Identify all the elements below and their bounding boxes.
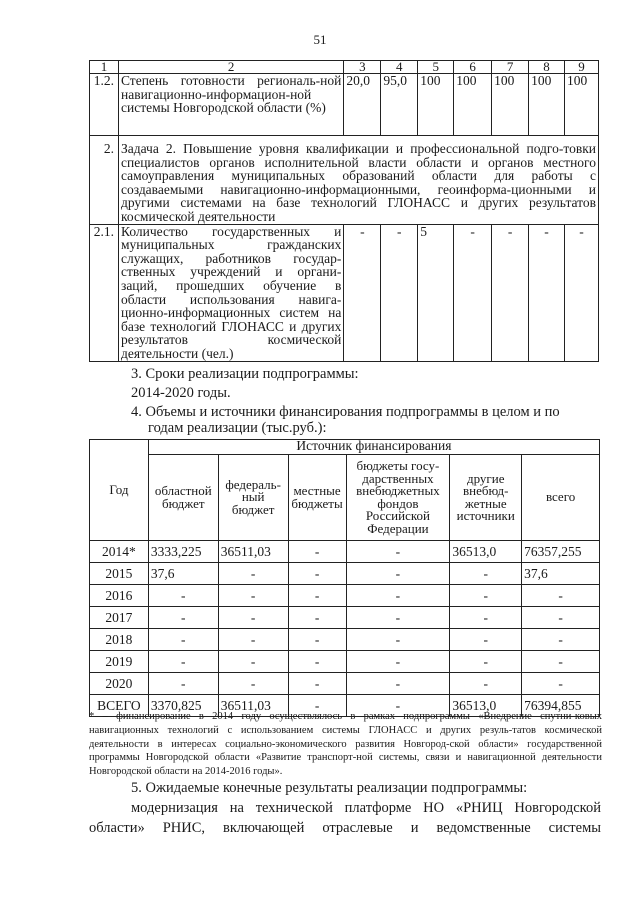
finance-cell: - <box>148 651 218 673</box>
finance-cell: - <box>450 651 522 673</box>
table-row <box>90 607 600 629</box>
finance-cell: 36511,03 <box>218 541 288 563</box>
finance-cell: - <box>288 629 346 651</box>
finance-cell: 36511,03 <box>218 695 288 717</box>
finance-cell: - <box>288 695 346 717</box>
value-cell: - <box>492 224 529 361</box>
finance-cell: - <box>522 673 600 695</box>
value-cell: - <box>529 224 565 361</box>
finance-cell: - <box>450 673 522 695</box>
finance-cell: - <box>522 585 600 607</box>
finance-cell: - <box>522 607 600 629</box>
year-cell: 2016 <box>90 585 149 607</box>
section-3-title: 3. Сроки реализации подпрограммы: <box>131 366 359 382</box>
section-5-title: 5. Ожидаемые конечные результаты реализации подпрограммы: <box>131 780 528 796</box>
indicator-text: Количество государственных и муниципальных гражданских служащих, работников государ-ственных учреждений и органи-заций, прошедших обучение в области использования навига-ционно-информационных систем на базе технологий ГЛОНАСС и других результатов космической деятельности (чел.) <box>118 224 343 361</box>
value-cell: - <box>344 224 381 361</box>
footnote <box>89 710 602 779</box>
column-header: бюджеты госу-дарственных внебюджетных фондов Российской Федерации <box>346 455 450 541</box>
year-cell: 2018 <box>90 629 149 651</box>
footnote-text: финансирование в 2014 году осуществлялось в рамках подпрограммы «Внедрение спутни-ковых навигационных технологий с использованием системы ГЛОНАСС и других резуль-татов космической деятельности в интересах социально-экономического развития Новгород-ской области» государственной программы Новгородской области «Развитие транспорт-ной системы, связи и навигационной деятельности Новгородской области на 2014-2016 годы». <box>89 711 602 778</box>
table-row <box>90 224 599 361</box>
finance-cell: - <box>346 651 450 673</box>
indicator-header-row <box>90 61 599 74</box>
finance-cell: - <box>288 563 346 585</box>
finance-cell: - <box>288 673 346 695</box>
finance-cell: - <box>288 585 346 607</box>
finance-table <box>89 439 600 717</box>
row-number: 1.2. <box>90 74 119 136</box>
finance-cell: 36513,0 <box>450 695 522 717</box>
row-number: 2.1. <box>90 224 119 361</box>
finance-cell: - <box>288 541 346 563</box>
value-cell: 100 <box>418 74 454 136</box>
finance-cell: 76394,855 <box>522 695 600 717</box>
header-cell: 3 <box>344 61 381 74</box>
table-row <box>90 74 599 136</box>
column-header: другие внебюд-жетные источники <box>450 455 522 541</box>
finance-cell: - <box>450 563 522 585</box>
header-cell: 6 <box>454 61 492 74</box>
finance-cell: - <box>346 563 450 585</box>
header-cell: 8 <box>529 61 565 74</box>
finance-cell: 76357,255 <box>522 541 600 563</box>
header-cell: 1 <box>90 61 119 74</box>
task-text: Задача 2. Повышение уровня квалификации и профессиональной подго-товки специалистов органов исполнительной власти области и органов местного самоуправления муниципальных образований области для работы с создаваемыми навигационно-информационными, геоинформа-ционными и другими системами на базе технологий ГЛОНАСС и других результатов космической деятельности <box>118 136 598 225</box>
value-cell: 100 <box>529 74 565 136</box>
finance-cell: - <box>522 651 600 673</box>
value-cell: 5 <box>418 224 454 361</box>
finance-cell: - <box>288 651 346 673</box>
finance-cell: - <box>148 585 218 607</box>
column-header: всего <box>522 455 600 541</box>
finance-cell: - <box>450 585 522 607</box>
finance-cell: - <box>218 629 288 651</box>
finance-cell: - <box>218 563 288 585</box>
finance-cell: - <box>450 607 522 629</box>
year-cell: 2017 <box>90 607 149 629</box>
table-row <box>90 651 600 673</box>
finance-cell: 3333,225 <box>148 541 218 563</box>
finance-cell: - <box>218 607 288 629</box>
finance-cell: - <box>346 585 450 607</box>
finance-cell: - <box>218 673 288 695</box>
finance-cell: 37,6 <box>148 563 218 585</box>
header-cell: 9 <box>565 61 599 74</box>
section-4-title-line1: 4. Объемы и источники финансирования подпрограммы в целом и по <box>131 404 560 420</box>
finance-cell: - <box>450 629 522 651</box>
table-row <box>90 673 600 695</box>
finance-body <box>90 541 600 717</box>
value-cell: 100 <box>565 74 599 136</box>
year-cell: ВСЕГО <box>90 695 149 717</box>
table-row <box>90 585 600 607</box>
section-5-line1: модернизация на технической платформе НО «РНИЦ Новгородской <box>131 800 601 816</box>
finance-cell: - <box>148 673 218 695</box>
column-header: областной бюджет <box>148 455 218 541</box>
footnote-marker: * – <box>89 711 108 722</box>
table-row <box>90 541 600 563</box>
header-cell: 4 <box>381 61 418 74</box>
finance-cell: - <box>288 607 346 629</box>
header-cell: 5 <box>418 61 454 74</box>
finance-cell: - <box>346 629 450 651</box>
value-cell: - <box>454 224 492 361</box>
finance-cell: 3370,825 <box>148 695 218 717</box>
finance-cell: - <box>522 629 600 651</box>
value-cell: 95,0 <box>381 74 418 136</box>
year-header: Год <box>90 440 149 541</box>
year-cell: 2014* <box>90 541 149 563</box>
table-row <box>90 629 600 651</box>
finance-cell: - <box>148 607 218 629</box>
value-cell: 100 <box>454 74 492 136</box>
finance-cell: - <box>218 651 288 673</box>
indicator-table <box>89 60 599 362</box>
table-row <box>90 136 599 225</box>
finance-cell: 37,6 <box>522 563 600 585</box>
header-cell: 2 <box>118 61 343 74</box>
year-cell: 2020 <box>90 673 149 695</box>
finance-cell: - <box>346 673 450 695</box>
value-cell: - <box>381 224 418 361</box>
finance-cell: - <box>218 585 288 607</box>
table-row <box>90 563 600 585</box>
finance-cell: - <box>346 695 450 717</box>
finance-subheader-row <box>90 455 600 541</box>
finance-header-row <box>90 440 600 455</box>
value-cell: 100 <box>492 74 529 136</box>
column-header: федераль-ный бюджет <box>218 455 288 541</box>
column-header: местные бюджеты <box>288 455 346 541</box>
finance-cell: - <box>346 607 450 629</box>
source-header: Источник финансирования <box>148 440 599 455</box>
finance-cell: - <box>148 629 218 651</box>
year-cell: 2015 <box>90 563 149 585</box>
indicator-text: Степень готовности региональ-ной навигационно-информацион-ной системы Новгородской области (%) <box>118 74 343 136</box>
section-3-text: 2014-2020 годы. <box>131 385 231 401</box>
row-number: 2. <box>90 136 119 225</box>
year-cell: 2019 <box>90 651 149 673</box>
section-4-title-line2: годам реализации (тыс.руб.): <box>148 420 327 436</box>
section-5-line2: области» РНИС, включающей отраслевые и ведомственные системы <box>89 820 601 836</box>
value-cell: 20,0 <box>344 74 381 136</box>
page-number: 51 <box>313 32 327 47</box>
finance-cell: - <box>346 541 450 563</box>
finance-cell: 36513,0 <box>450 541 522 563</box>
header-cell: 7 <box>492 61 529 74</box>
value-cell: - <box>565 224 599 361</box>
